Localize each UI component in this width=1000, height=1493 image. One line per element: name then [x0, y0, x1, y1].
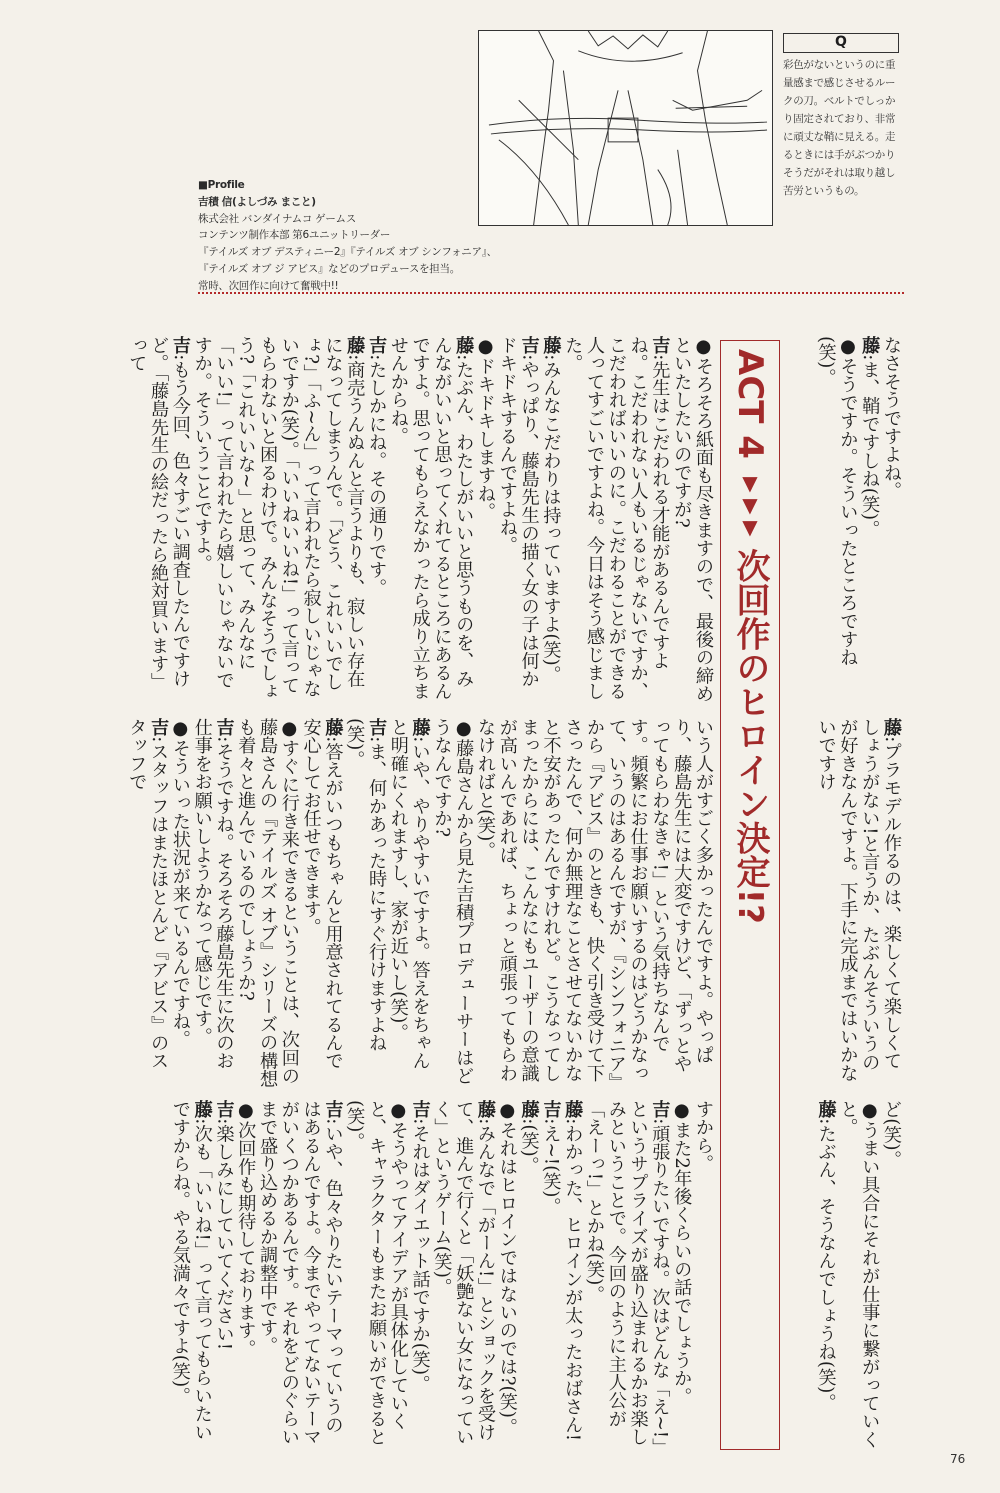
speaker-mark: ● [387, 1100, 409, 1121]
speaker-mark: 藤 [881, 718, 902, 737]
text-block-upper-left [64, 336, 714, 706]
dialogue-line [496, 336, 540, 706]
dialogue-line [169, 718, 191, 1088]
speaker-mark: 吉 [169, 336, 191, 355]
dialogue-text: :もう今回、色々すごい調査したんですけど。「藤島先生の絵だったら絶対買います」って [126, 336, 191, 691]
dialogue-text: うまい具合にそれが仕事に繋がっていくと。 [837, 1100, 881, 1449]
text-block-mid-right [812, 718, 902, 1088]
sword-sketch-drawing [479, 31, 772, 225]
caption-label: Q [783, 33, 899, 53]
profile-line: 『テイルズ オブ デスティニー2』『テイルズ オブ シンフォニア』、 [198, 246, 497, 259]
dialogue-line [125, 718, 169, 1088]
speaker-mark: 藤 [409, 718, 431, 737]
dialogue-text: :次も「いいね!」って言ってもらいたいですからね。やる気満々ですよ(笑)。 [169, 1100, 213, 1442]
speaker-mark: ● [453, 718, 475, 739]
speaker-mark: ● [837, 336, 859, 357]
speaker-mark: 藤 [562, 1100, 584, 1119]
dialogue-line [256, 1100, 343, 1450]
dialogue-text: すから。 [693, 1100, 714, 1173]
dialogue-line [431, 1100, 496, 1450]
dialogue-line [815, 1100, 837, 1450]
dialogue-line [213, 1100, 235, 1450]
speaker-mark: ● [693, 336, 714, 357]
dialogue-line [815, 336, 859, 706]
dialogue-line [561, 1100, 583, 1450]
dialogue-text: :そうですね。そろそろ藤島先生に次のお仕事をお願いしようかなって感じです。 [191, 718, 235, 1070]
dialogue-line [409, 1100, 431, 1450]
dialogue-text: :それはダイエット話ですか(笑)。 [409, 1118, 431, 1394]
speaker-mark: ● [859, 1100, 881, 1121]
speaker-mark: 吉 [649, 336, 671, 355]
dialogue-text: なさそうですよね。 [881, 336, 902, 500]
dialogue-text: :いや、色々やりたいテーマっていうのはあるんですよ。今までやってないテーマがいくつかあるんです。それをどのぐらいまで盛り込めるか調整中です。 [257, 1100, 344, 1446]
caption-line: るときには手がぶつかり [783, 149, 896, 161]
speaker-mark: 藤 [191, 1100, 213, 1119]
dialogue-text: :スタッフはまたほとんど『アビス』のスタッフで [126, 718, 170, 1070]
speaker-mark: 吉 [540, 1100, 562, 1119]
dialogue-text: :たぶん、わたしがいいと思うものを、みんながいいと思ってくれてるところにあるんですよ。思ってもらえなかったら成り立ちませんからね。 [387, 336, 475, 700]
dialogue-line [518, 1100, 540, 1450]
speaker-mark: 藤 [322, 718, 344, 737]
speaker-mark: 吉 [213, 1100, 235, 1119]
dialogue-line [670, 1100, 692, 1450]
profile-title: ■Profile [198, 179, 245, 191]
sword-sketch-illustration [478, 30, 773, 226]
dialogue-text: :やっぱり、藤島先生の描く女の子は何かドキドキするんですよね。 [496, 336, 540, 688]
dialogue-text: ドキドキしますね。 [475, 357, 497, 521]
profile-name: 吉積 信(よしづみ まこと) [198, 195, 316, 208]
dialogue-line [365, 336, 387, 706]
dialogue-line [540, 336, 562, 706]
dialogue-text: :わかった、ヒロインが太ったおばさん! [562, 1118, 584, 1442]
profile-line: 『テイルズ オブ ジ アビス』などのプロデュースを担当。 [198, 262, 460, 275]
dialogue-text: :たしかにね。その通りです。 [366, 354, 388, 597]
speaker-mark: ● [671, 1100, 693, 1121]
speaker-mark: 藤 [859, 336, 881, 355]
dialogue-line [234, 1100, 256, 1450]
dialogue-line [837, 1100, 881, 1450]
dialogue-text: そうですか。そういったところですね(笑)。 [815, 336, 859, 667]
speaker-mark: ● [169, 718, 191, 739]
dialogue-text: 藤島さんから見た吉積プロデューサーはどうなんですか? [431, 718, 475, 1085]
speaker-mark: ● [496, 1100, 518, 1121]
speaker-mark: 藤 [344, 336, 366, 355]
speaker-mark: ● [278, 718, 300, 739]
caption-line: 量感まで感じさせるルー [783, 77, 896, 89]
speaker-mark: ● [235, 1100, 257, 1121]
dialogue-text: :いや、やりやすいですよ。答えをちゃんと明確にくれますし、家が近いし(笑)。 [387, 718, 431, 1070]
speaker-mark: 吉 [366, 718, 388, 737]
speaker-mark: 藤 [518, 1100, 540, 1119]
dialogue-text: :頑張りたいですね。次はどんな「え~!」というサプライズが盛り込まれるかお楽しみということで。今回のように主人公が「えーっ!」とかね(笑)。 [584, 1100, 671, 1448]
dialogue-line [474, 336, 496, 706]
section-divider [198, 292, 904, 294]
dialogue-line [169, 1100, 213, 1450]
caption-line: 苦労というもの。 [783, 185, 865, 197]
act-title: 次回作のヒロイン決定!? [730, 548, 770, 924]
dialogue-text: また2年後くらいの話でしょうか。 [671, 1121, 693, 1406]
dialogue-text: いう人がすごく多かったんですよ。やっぱり、藤島先生には大変ですけど、「ずっとやってもらわなきゃ!」という気持ちなんです。頻繁にお仕事お願いするのはどうかなって、いうのはあるんですが、『シンフォニア』から『アビス』のときも、快く引き受けて下さったんで、何か無理なことさせてないかなと不安があったんですけれど。こうなってしまったからには、こんなにもユーザーの意識が高いんであれば、ちょっと頑張ってもらわなければと(笑)。 [475, 718, 714, 1082]
dialogue-line [540, 1100, 562, 1450]
dialogue-line [387, 336, 474, 706]
dialogue-line [300, 718, 344, 1088]
caption-line: り固定されており、非常 [783, 113, 896, 125]
dialogue-text: :みんなで「がーん!」とショックを受けて、進んで行くと「妖艶ない女になっていく」というゲーム(笑)。 [431, 1100, 497, 1446]
dialogue-line [670, 336, 714, 706]
dialogue-text: そういった状況が来ているんですね。 [169, 739, 191, 1049]
profile-box [198, 177, 497, 295]
dialogue-text: :(笑)。 [518, 1118, 540, 1175]
profile-line: 株式会社 バンダイナムコ ゲームス [198, 212, 356, 225]
dialogue-line [191, 336, 365, 706]
dialogue-text: :え~!(笑)。 [540, 1118, 562, 1216]
dialogue-text: :プラモデル作るのは、楽しくて楽しくてしょうがない!と言うか、たぶんそういうのが好きなんですよ。下手に完成まではいかないですけ [815, 718, 902, 1082]
profile-line: 常時、次回作に向けて奮戦中!! [198, 279, 339, 292]
text-block-top-right [812, 336, 902, 706]
speaker-mark: 藤 [475, 1100, 497, 1119]
dialogue-line [815, 718, 902, 1088]
dialogue-text: :ま、鞘ですしね(笑)。 [859, 354, 881, 539]
dialogue-text: そうやってアイデアが具体化していくと、キャラクターもまたお願いができると(笑)。 [344, 1100, 409, 1446]
speaker-mark: 吉 [649, 1100, 671, 1119]
act-heading [720, 340, 780, 1450]
act-label: ACT 4 [730, 349, 770, 459]
act-arrows: ▼▼▼ [738, 470, 762, 537]
speaker-mark: 吉 [213, 718, 235, 737]
dialogue-line [880, 336, 902, 706]
caption-text [783, 56, 901, 200]
speaker-mark: 吉 [518, 336, 540, 355]
dialogue-line [343, 718, 387, 1088]
speaker-mark: 吉 [322, 1100, 344, 1119]
text-block-middle-left [64, 718, 714, 1088]
dialogue-line [191, 718, 235, 1088]
caption-line: そうだがそれは取り越し [783, 167, 896, 179]
speaker-mark: 藤 [453, 336, 475, 355]
text-block-bottom-right [812, 1100, 902, 1450]
dialogue-line [858, 336, 880, 706]
speaker-mark: 藤 [540, 336, 562, 355]
dialogue-text: そろそろ紙面も尽きますので、最後の締めといたしたいのですが? [671, 336, 714, 703]
dialogue-text: すぐに行き来できるということは、次回の藤島さんの『テイルズ オブ』シリーズの構想も着々と進んでいるのでしょうか? [235, 718, 300, 1088]
page-number: 76 [950, 1452, 966, 1466]
speaker-mark: 吉 [409, 1100, 431, 1119]
dialogue-text: :みんなこだわりは持っていますよ(笑)。 [540, 354, 562, 684]
dialogue-line [692, 1100, 714, 1450]
dialogue-text: ど(笑)。 [881, 1100, 902, 1169]
dialogue-text: :答えがいつもちゃんと用意されてるんで安心してお任せできます。 [300, 718, 344, 1070]
dialogue-line [474, 718, 714, 1088]
dialogue-line [561, 336, 670, 706]
dialogue-line [343, 1100, 408, 1450]
profile-line: コンテンツ制作本部 第6ユニットリーダー [198, 229, 391, 242]
speaker-mark: 藤 [815, 1100, 837, 1119]
dialogue-text: それはヒロインではないのでは?(笑)。 [496, 1121, 518, 1437]
dialogue-line [880, 1100, 902, 1450]
caption-line: 彩色がないというのに重 [783, 59, 896, 71]
speaker-mark: 吉 [148, 718, 170, 737]
dialogue-text: 次回作も期待しております。 [235, 1121, 257, 1358]
speaker-mark: 吉 [366, 336, 388, 355]
dialogue-line [387, 718, 431, 1088]
dialogue-line [234, 718, 299, 1088]
dialogue-line [583, 1100, 670, 1450]
text-block-lower-left [64, 1100, 714, 1450]
dialogue-line [496, 1100, 518, 1450]
dialogue-text: :ま、何かあった時にすぐ行けますよね(笑)。 [344, 718, 388, 1052]
dialogue-line [125, 336, 190, 706]
caption-line: クの刀。ベルトでしっか [783, 95, 896, 107]
speaker-mark: ● [475, 336, 497, 357]
dialogue-text: :商売うんぬんと言うよりも、寂しい存在になってしまうんで。「どう、これいいでしょ?」「ふ~ん」って言われたら寂しいじゃないですか(笑)。「いいねいいね!」って言ってもらわないと困るわけで。みんなそうでしょう?「これいいな~」と思って、みんなに「いい!」って言われたら嬉しいじゃないですか。そういうことですよ。 [191, 336, 366, 700]
dialogue-text: :楽しみにしていてください! [213, 1118, 235, 1351]
dialogue-line [431, 718, 475, 1088]
dialogue-text: :たぶん、そうなんでしょうね(笑)。 [815, 1118, 837, 1412]
dialogue-text: :先生はこだわれる才能があるんですよね。こだわれない人もいるじゃないですか、こだわればいいのに。こだわることができる人ってすごいですよね。今日はそう感じました。 [562, 336, 671, 700]
caption-line: に頑丈な鞘に見える。走 [783, 131, 896, 143]
